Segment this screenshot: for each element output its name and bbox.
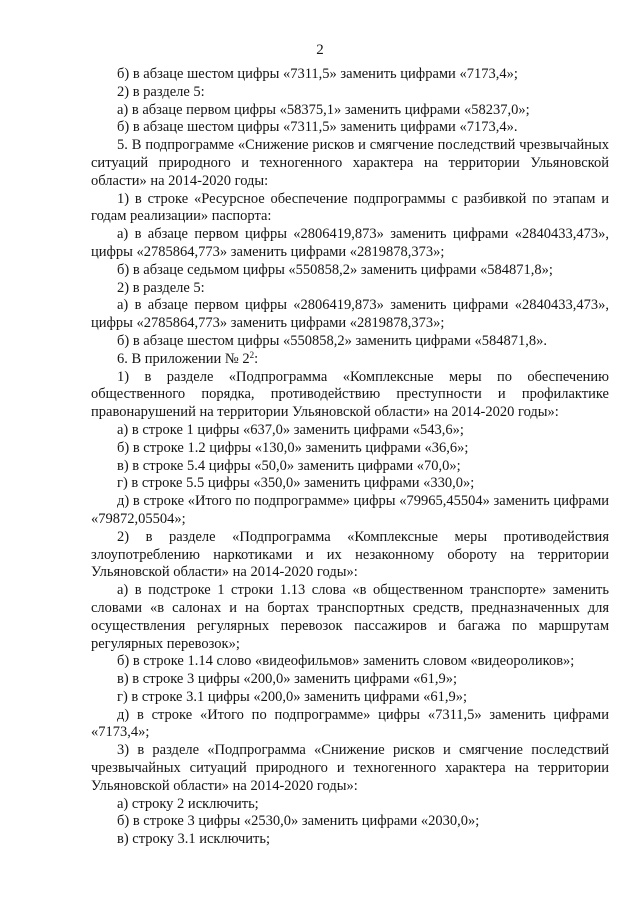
- paragraph: 3) в разделе «Подпрограмма «Снижение рисков и смягчение последствий чрезвычайных ситуаций природного и техногенного характера на территории Ульяновской области» на 2014-2020 годы»:: [91, 742, 609, 794]
- paragraph: 2) в разделе 5:: [117, 83, 205, 100]
- paragraph: б) в абзаце шестом цифры «7311,5» заменить цифрами «7173,4»;: [117, 66, 518, 82]
- paragraph: а) в абзаце первом цифры «2806419,873» заменить цифрами «2840433,473», цифры «2785864,773» заменить цифрами «2819878,373»;: [91, 297, 609, 332]
- paragraph: 5. В подпрограмме «Снижение рисков и смягчение последствий чрезвычайных ситуаций природного и техногенного характера на территории Ульяновской области» на 2014-2020 годы:: [91, 137, 609, 189]
- paragraph: д) в строке «Итого по подпрограмме» цифры «79965,45504» заменить цифрами «79872,05504»;: [91, 493, 609, 527]
- paragraph: б) в строке 1.14 слово «видеофильмов» заменить словом «видеороликов»;: [117, 653, 575, 670]
- paragraph: б) в абзаце шестом цифры «550858,2» заменить цифрами «584871,8».: [117, 332, 547, 349]
- paragraph: а) в строке 1 цифры «637,0» заменить цифрами «543,6»;: [117, 421, 464, 438]
- paragraph: б) в абзаце шестом цифры «7311,5» заменить цифрами «7173,4».: [117, 119, 518, 136]
- paragraph: 1) в строке «Ресурсное обеспечение подпрограммы с разбивкой по этапам и годам реализации» паспорта:: [91, 190, 609, 225]
- paragraph: г) в строке 5.5 цифры «350,0» заменить цифрами «330,0»;: [117, 475, 475, 492]
- paragraph: в) строку 3.1 исключить;: [117, 831, 271, 848]
- appendix-superscript: 2: [249, 349, 255, 360]
- page-number: 2: [316, 42, 324, 58]
- appendix-heading-text: 6. В приложении № 2: [117, 350, 250, 367]
- paragraph: а) в абзаце первом цифры «2806419,873» заменить цифрами «2840433,473», цифры «2785864,773» заменить цифрами «2819878,373»;: [91, 226, 609, 260]
- paragraph: 1) в разделе «Подпрограмма «Комплексные меры по обеспечению общественного порядка, противодействию преступности и профилактике правонарушений на территории Ульяновской области» на 2014-2020 годы»:: [91, 368, 609, 421]
- paragraph: 2) в разделе «Подпрограмма «Комплексные меры противодействия злоупотреблению наркотиками и их незаконному обороту на территории Ульяновской области» на 2014-2020 годы»:: [91, 528, 609, 581]
- document-body: [91, 66, 609, 849]
- paragraph: б) в абзаце седьмом цифры «550858,2» заменить цифрами «584871,8»;: [117, 261, 553, 278]
- paragraph: б) в строке 3 цифры «2530,0» заменить цифрами «2030,0»;: [117, 813, 480, 830]
- paragraph: 2) в разделе 5:: [117, 279, 205, 296]
- paragraph: г) в строке 3.1 цифры «200,0» заменить цифрами «61,9»;: [117, 688, 468, 705]
- paragraph-appendix-heading: [91, 351, 609, 369]
- appendix-heading-suffix: :: [254, 350, 259, 367]
- paragraph: д) в строке «Итого по подпрограмме» цифры «7311,5» заменить цифрами «7173,4»;: [91, 706, 609, 741]
- paragraph: а) строку 2 исключить;: [117, 795, 259, 812]
- paragraph: б) в строке 1.2 цифры «130,0» заменить цифрами «36,6»;: [117, 439, 469, 456]
- paragraph: а) в абзаце первом цифры «58375,1» заменить цифрами «58237,0»;: [117, 101, 530, 118]
- paragraph: в) в строке 5.4 цифры «50,0» заменить цифрами «70,0»;: [117, 457, 461, 474]
- paragraph: в) в строке 3 цифры «200,0» заменить цифрами «61,9»;: [117, 671, 458, 688]
- paragraph: а) в подстроке 1 строки 1.13 слова «в общественном транспорте» заменить словами «в салонах и на бортах транспортных средств, предназначенных для осуществления регулярных перевозок пассажиров и багажа по маршрутам регулярных перевозок»;: [91, 582, 609, 652]
